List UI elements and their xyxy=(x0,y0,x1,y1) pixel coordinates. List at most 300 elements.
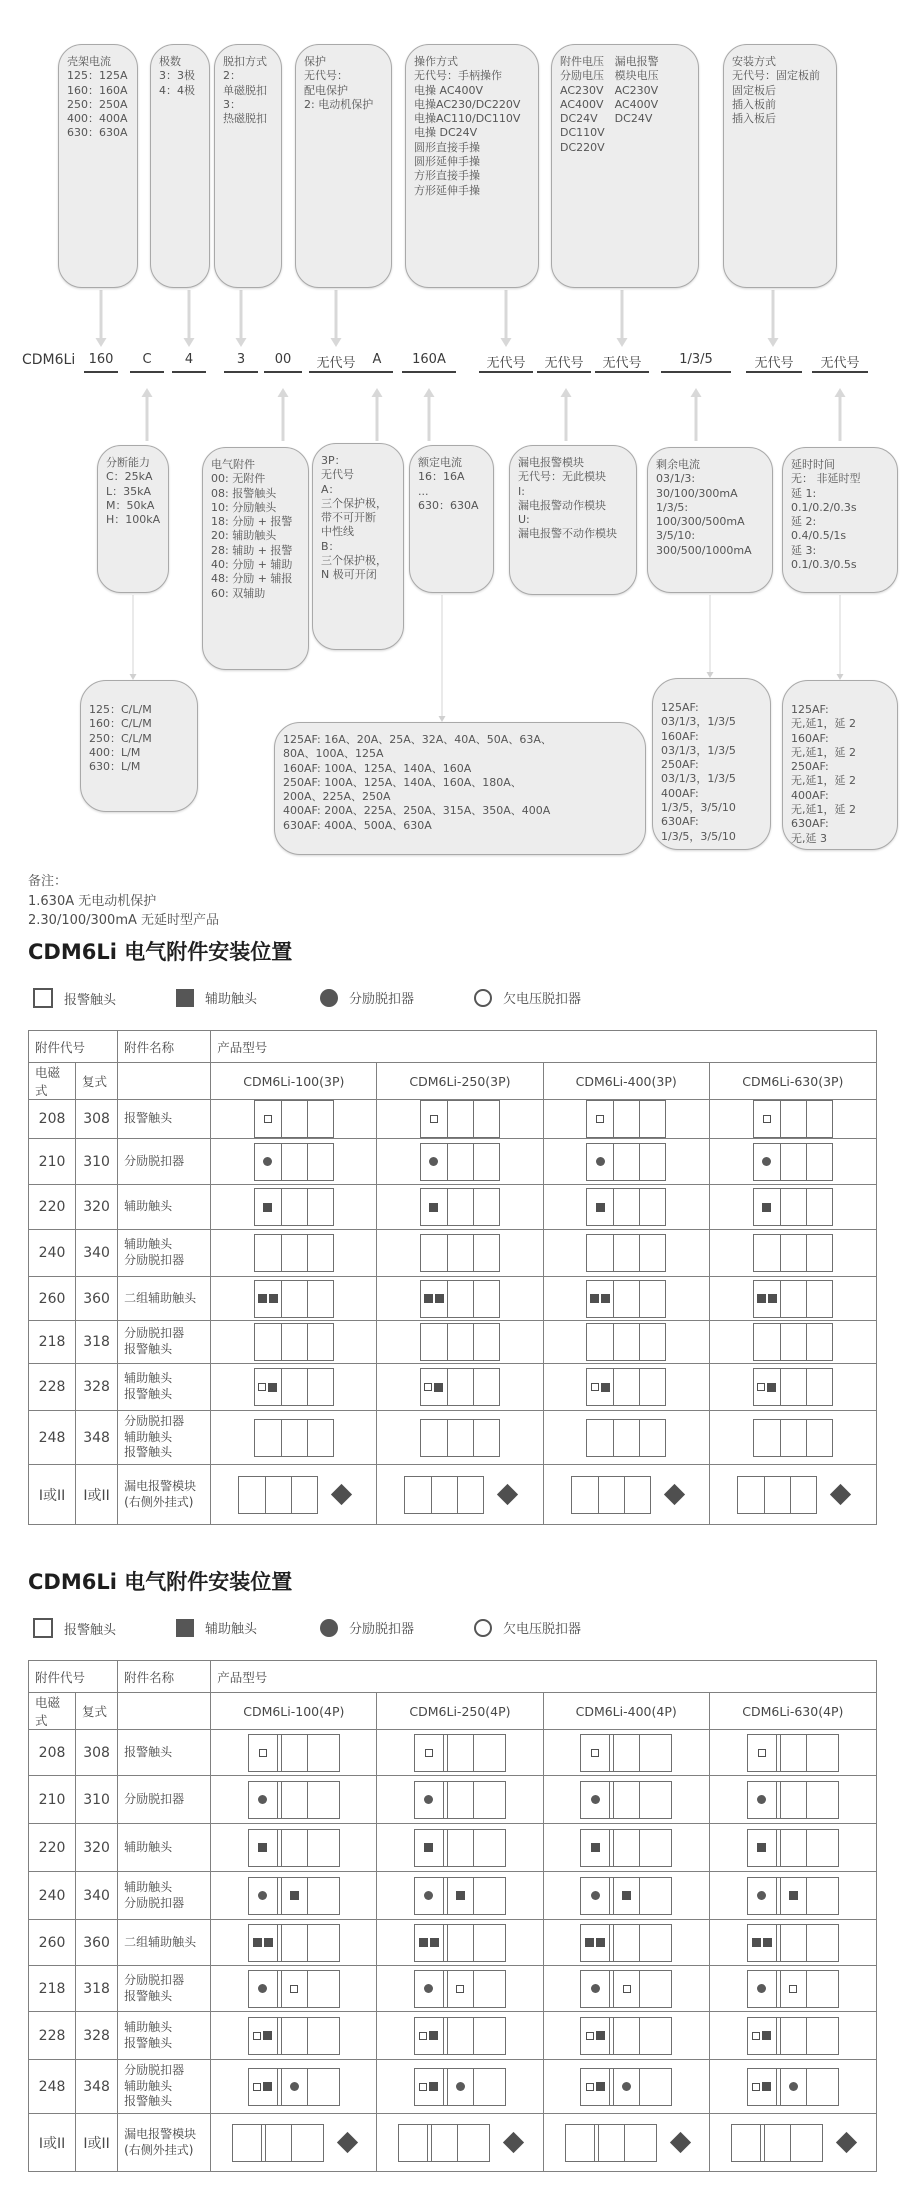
position-cell-content xyxy=(548,1877,705,1915)
position-slot xyxy=(308,1782,339,1818)
position-slot xyxy=(255,1281,282,1317)
position-slot xyxy=(732,2125,761,2161)
callout-line: 160：C/L/M xyxy=(89,717,152,731)
cell-code-compound: 320 xyxy=(76,1824,118,1872)
cell-accessory-name xyxy=(118,2060,211,2114)
position-slot xyxy=(282,1324,308,1360)
cell-position xyxy=(709,2012,876,2060)
position-slot xyxy=(249,2069,278,2105)
cell-position xyxy=(709,2114,876,2172)
cell-code-compound: 318 xyxy=(76,1966,118,2012)
position-slot xyxy=(474,1925,505,1961)
position-box xyxy=(414,2068,506,2106)
callout-line: 电操 DC24V xyxy=(414,126,478,140)
header-accessory-code: 附件代号 xyxy=(29,1661,118,1693)
position-box xyxy=(414,2017,506,2055)
callout-line: 125AF: xyxy=(661,701,699,714)
position-slot xyxy=(308,1235,333,1271)
callout-line: 08: 报警触头 xyxy=(211,486,277,500)
callout-line: C：25kA xyxy=(106,470,153,484)
callout-line: 250AF: xyxy=(661,758,699,772)
callout-line: H：100kA xyxy=(106,513,161,527)
header-compound: 复式 xyxy=(76,1693,118,1730)
header-name-blank xyxy=(118,1693,211,1730)
callout-protection xyxy=(295,44,392,288)
position-cell-content xyxy=(215,2068,372,2106)
callout-line: 剩余电流 xyxy=(656,458,700,471)
position-slot xyxy=(448,2069,474,2105)
cell-code-compound: I或II xyxy=(76,2114,118,2172)
position-slot xyxy=(807,1830,838,1866)
position-box xyxy=(753,1419,833,1457)
position-slot xyxy=(807,1369,832,1405)
position-box xyxy=(254,1419,334,1457)
shunt-release-icon xyxy=(591,1984,600,1993)
position-slot xyxy=(614,2069,640,2105)
position-cell-content xyxy=(714,1234,872,1272)
callout-line: U: xyxy=(518,513,530,527)
position-slot xyxy=(474,1420,499,1456)
position-cell-content xyxy=(381,2124,538,2162)
cell-code-magnetic: 228 xyxy=(29,1364,76,1411)
cell-position xyxy=(211,1321,377,1364)
position-box xyxy=(254,1323,334,1361)
position-slot xyxy=(807,2018,838,2054)
note-line: 2.30/100/300mA 无延时型产品 xyxy=(28,913,220,928)
callout-line: DC110V xyxy=(560,126,605,140)
position-slot xyxy=(640,2069,671,2105)
callout-line: DC220V xyxy=(560,140,605,154)
position-box xyxy=(420,1143,500,1181)
position-slot xyxy=(566,2125,595,2161)
cell-position xyxy=(543,1730,709,1776)
alarm-contact-icon xyxy=(623,1985,631,1993)
position-slot xyxy=(421,1101,448,1137)
position-slot xyxy=(474,1878,505,1914)
position-slot xyxy=(581,2018,610,2054)
callout-line: 无,延1，延 2 xyxy=(791,774,856,788)
position-slot xyxy=(640,1830,671,1866)
callout-line: 漏电报警 xyxy=(614,55,659,68)
auxiliary-contact-icon xyxy=(762,2082,771,2091)
position-slot xyxy=(308,2018,339,2054)
cell-accessory-name xyxy=(118,1920,211,1966)
shunt-release-icon xyxy=(429,1157,438,1166)
position-slot xyxy=(640,1101,665,1137)
legend-item xyxy=(33,1618,116,1638)
position-slot xyxy=(587,1189,614,1225)
alarm-contact-icon xyxy=(586,2032,594,2040)
cell-position xyxy=(543,1465,709,1525)
position-slot xyxy=(781,1830,807,1866)
callout-line: 固定板后 xyxy=(732,83,776,97)
cell-position xyxy=(211,1966,377,2012)
position-box xyxy=(586,1188,666,1226)
position-cell-content xyxy=(215,1781,372,1819)
model-segment: 无代号 xyxy=(595,352,649,373)
cell-position xyxy=(543,1277,709,1321)
position-slot xyxy=(754,1144,781,1180)
position-slot xyxy=(421,1235,448,1271)
table-subheader-row xyxy=(29,1693,877,1730)
callout-line: 无代号 xyxy=(321,468,354,482)
auxiliary-contact-icon xyxy=(762,1203,771,1212)
position-slot xyxy=(791,2125,822,2161)
position-cell-content xyxy=(215,1877,372,1915)
position-slot xyxy=(754,1281,781,1317)
cell-position xyxy=(543,1411,709,1465)
shunt-release-icon xyxy=(757,1795,766,1804)
accessory-name-line: 报警触头 xyxy=(124,1744,173,1759)
auxiliary-contact-icon xyxy=(253,1938,262,1947)
position-slot xyxy=(249,2018,278,2054)
cell-position xyxy=(211,1730,377,1776)
model-segment: 1/3/5 xyxy=(661,352,731,373)
cell-code-compound: 320 xyxy=(76,1185,118,1230)
auxiliary-contact-icon xyxy=(768,1294,777,1303)
position-slot xyxy=(282,2018,308,2054)
position-slot xyxy=(599,2125,625,2161)
cell-code-magnetic: 228 xyxy=(29,2012,76,2060)
callout-line: 分励电压 xyxy=(560,69,604,83)
position-slot xyxy=(405,1477,432,1513)
position-slot xyxy=(448,1324,474,1360)
position-slot xyxy=(308,1369,333,1405)
position-cell-content xyxy=(381,1188,538,1226)
position-slot xyxy=(640,1971,671,2007)
callout-line: 保护 xyxy=(304,55,326,68)
cell-position xyxy=(709,1776,876,1824)
cell-position xyxy=(377,1872,543,1920)
header-accessory-name: 附件名称 xyxy=(118,1031,211,1063)
legend-item xyxy=(474,1618,581,1637)
cell-position xyxy=(709,1100,876,1139)
position-cell-content xyxy=(714,1323,872,1361)
auxiliary-contact-icon xyxy=(263,2031,272,2040)
position-slot xyxy=(748,1971,777,2007)
table-row xyxy=(29,1824,877,1872)
cell-code-compound: 310 xyxy=(76,1139,118,1185)
callout-line: 延 2: xyxy=(791,515,817,529)
position-slot xyxy=(581,1971,610,2007)
alarm-contact-icon xyxy=(33,988,53,1008)
alarm-contact-icon xyxy=(763,1115,771,1123)
auxiliary-contact-icon xyxy=(429,2082,438,2091)
position-slot xyxy=(448,1369,474,1405)
cell-position xyxy=(709,2060,876,2114)
table-row xyxy=(29,1185,877,1230)
shunt-release-icon xyxy=(591,1891,600,1900)
position-slot xyxy=(581,2069,610,2105)
callout-line: 400AF: 200A、225A、250A、315A、350A、400A xyxy=(283,804,551,818)
callout-line: L：35kA xyxy=(106,484,152,498)
callout-line: 03/1/3: xyxy=(656,472,696,486)
callout-line: 带不可开断 xyxy=(321,511,376,525)
position-slot xyxy=(781,1235,807,1271)
position-slot xyxy=(249,1971,278,2007)
position-slot xyxy=(587,1420,614,1456)
model-segment: 无代号 xyxy=(537,352,591,373)
position-slot xyxy=(587,1101,614,1137)
cell-position xyxy=(377,1411,543,1465)
position-slot xyxy=(474,1735,505,1771)
note-line: 备注： xyxy=(28,874,68,889)
callout-line: 4：4极 xyxy=(159,83,195,97)
cell-code-magnetic: 248 xyxy=(29,1411,76,1465)
auxiliary-contact-icon xyxy=(591,1843,600,1852)
position-box xyxy=(753,1188,833,1226)
accessory-position-table-3p xyxy=(28,1030,877,1525)
position-slot xyxy=(614,1830,640,1866)
cell-position xyxy=(709,1230,876,1277)
position-slot xyxy=(239,1477,266,1513)
position-slot xyxy=(807,1925,838,1961)
callout-line: 插入板后 xyxy=(732,112,776,126)
cell-position xyxy=(211,2060,377,2114)
position-slot xyxy=(282,1830,308,1866)
callout-line: 延 1: xyxy=(791,486,817,500)
alarm-contact-icon xyxy=(33,1618,53,1638)
model-prefix: CDM6Li xyxy=(22,352,76,368)
accessory-name-line: 分励脱扣器 xyxy=(124,1791,185,1806)
auxiliary-contact-icon xyxy=(596,2082,605,2091)
position-slot xyxy=(421,1189,448,1225)
table-row xyxy=(29,1230,877,1277)
cell-position xyxy=(377,1730,543,1776)
position-cell-content xyxy=(381,1970,538,2008)
callout-line: 03/1/3，1/3/5 xyxy=(661,772,736,786)
cell-accessory-name xyxy=(118,1321,211,1364)
callout-line: 03/1/3，1/3/5 xyxy=(661,715,736,729)
callout-line: 28: 辅助 + 报警 xyxy=(211,543,293,557)
cell-accessory-name xyxy=(118,1776,211,1824)
cell-position xyxy=(709,1824,876,1872)
cell-position xyxy=(709,1139,876,1185)
position-slot xyxy=(415,2018,444,2054)
position-box xyxy=(414,1734,506,1772)
alarm-contact-icon xyxy=(253,2032,261,2040)
position-cell-content xyxy=(548,1234,705,1272)
position-cell-content xyxy=(215,1829,372,1867)
position-slot xyxy=(587,1281,614,1317)
position-cell-content xyxy=(381,2068,538,2106)
position-box xyxy=(248,2017,340,2055)
position-slot xyxy=(415,1735,444,1771)
alarm-contact-icon xyxy=(752,2032,760,2040)
section-title: CDM6Li 电气附件安装位置 xyxy=(28,940,293,964)
header-product-column: CDM6Li-630(4P) xyxy=(709,1693,876,1730)
cell-position xyxy=(543,1966,709,2012)
cell-accessory-name xyxy=(118,1230,211,1277)
leakage-module-diamond-icon xyxy=(497,1484,518,1505)
alarm-contact-icon xyxy=(586,2083,594,2091)
cell-position xyxy=(377,1364,543,1411)
table-row xyxy=(29,1411,877,1465)
cell-position xyxy=(709,1465,876,1525)
position-box xyxy=(248,1877,340,1915)
callout-line: 3： xyxy=(223,97,241,111)
accessory-name-line: 分励脱扣器 xyxy=(124,1153,185,1168)
callout-line: 无代号：固定板前 xyxy=(732,69,820,83)
position-slot xyxy=(807,1235,832,1271)
position-slot xyxy=(415,1878,444,1914)
position-box xyxy=(586,1100,666,1138)
callout-line: 250AF: xyxy=(791,760,829,774)
callout-line: 630：630A xyxy=(67,126,128,140)
position-slot xyxy=(754,1101,781,1137)
callout-line: 2： xyxy=(223,69,241,83)
auxiliary-contact-icon xyxy=(596,1938,605,1947)
callout-mounting xyxy=(723,44,837,288)
cell-position xyxy=(709,1872,876,1920)
auxiliary-contact-icon xyxy=(596,1203,605,1212)
model-segment: 4 xyxy=(172,352,206,373)
position-box xyxy=(420,1188,500,1226)
header-product-column: CDM6Li-630(3P) xyxy=(709,1063,876,1100)
position-slot xyxy=(282,1369,308,1405)
position-slot xyxy=(781,2018,807,2054)
callout-line: 电气附件 xyxy=(211,458,255,471)
header-product-column: CDM6Li-400(3P) xyxy=(543,1063,709,1100)
position-slot xyxy=(249,1782,278,1818)
callout-line: 分断能力 xyxy=(106,456,150,469)
cell-position xyxy=(211,1277,377,1321)
callout-residual-current xyxy=(647,447,773,593)
callout-line: 250AF: 100A、125A、140A、160A、180A、 xyxy=(283,775,522,789)
shunt-release-icon xyxy=(290,2082,299,2091)
callout-line: 无： 非延时型 xyxy=(791,472,861,486)
cell-position xyxy=(211,1824,377,1872)
cell-position xyxy=(211,1465,377,1525)
position-slot xyxy=(781,1189,807,1225)
model-segment: C xyxy=(130,352,164,373)
cell-position xyxy=(377,1139,543,1185)
callout-line: 160AF: xyxy=(661,729,699,743)
accessory-name-line: 分励脱扣器 xyxy=(124,2063,185,2078)
position-box xyxy=(580,1781,672,1819)
position-cell-content xyxy=(714,1100,872,1138)
callout-line: 电操AC110/DC110V xyxy=(414,112,521,126)
position-slot xyxy=(748,2018,777,2054)
cell-accessory-name xyxy=(118,2012,211,2060)
position-slot xyxy=(255,1101,282,1137)
auxiliary-contact-icon xyxy=(434,1383,443,1392)
table-row xyxy=(29,2012,877,2060)
position-slot xyxy=(748,2069,777,2105)
cell-accessory-name xyxy=(118,1364,211,1411)
accessory-name-line: 报警触头 xyxy=(124,1342,173,1356)
position-slot xyxy=(587,1144,614,1180)
callout-line: 10: 分励触头 xyxy=(211,500,277,514)
legend-item xyxy=(320,1618,414,1637)
callout-line: AC230V xyxy=(560,83,604,97)
cell-code-magnetic: 260 xyxy=(29,1920,76,1966)
position-box xyxy=(747,1924,839,1962)
cell-code-compound: 308 xyxy=(76,1730,118,1776)
cell-position xyxy=(211,1139,377,1185)
cell-accessory-name xyxy=(118,1465,211,1525)
callout-line: 250：C/L/M xyxy=(89,731,152,745)
table-row xyxy=(29,1730,877,1776)
position-cell-content xyxy=(714,1188,872,1226)
position-slot xyxy=(748,1830,777,1866)
auxiliary-contact-icon xyxy=(763,1938,772,1947)
accessory-name-line: 分励脱扣器 xyxy=(124,1253,185,1267)
header-product-column: CDM6Li-250(3P) xyxy=(377,1063,543,1100)
position-slot xyxy=(614,1101,640,1137)
callout-line: A： xyxy=(321,482,340,496)
position-slot xyxy=(448,1101,474,1137)
callout-line: 160AF: xyxy=(791,731,829,745)
callout-line: 100/300/500mA xyxy=(656,515,745,529)
position-slot xyxy=(432,2125,458,2161)
cell-position xyxy=(543,1872,709,1920)
position-slot xyxy=(448,1235,474,1271)
legend-label: 报警触头 xyxy=(64,992,117,1008)
position-slot xyxy=(249,1735,278,1771)
auxiliary-contact-icon xyxy=(622,1891,631,1900)
position-slot xyxy=(474,1369,499,1405)
position-box xyxy=(565,2124,657,2162)
auxiliary-contact-icon xyxy=(269,1294,278,1303)
callout-pole-3p xyxy=(312,443,404,650)
accessory-name-line: 辅助触头 xyxy=(124,1839,173,1854)
leakage-module-diamond-icon xyxy=(331,1484,352,1505)
position-slot xyxy=(748,1782,777,1818)
position-cell-content xyxy=(548,2124,705,2162)
position-cell-content xyxy=(215,1734,372,1772)
position-box xyxy=(420,1323,500,1361)
position-slot xyxy=(474,1782,505,1818)
position-box xyxy=(248,1781,340,1819)
position-slot xyxy=(781,1878,807,1914)
cell-code-compound: I或II xyxy=(76,1465,118,1525)
position-slot xyxy=(308,1101,333,1137)
position-cell-content xyxy=(548,1280,705,1318)
alarm-contact-icon xyxy=(264,1115,272,1123)
callout-line: 漏电报警动作模块 xyxy=(518,498,606,512)
callout-line: 三个保护极， xyxy=(321,554,387,568)
position-slot xyxy=(308,1971,339,2007)
cell-position xyxy=(709,1411,876,1465)
shunt-release-icon xyxy=(622,2082,631,2091)
position-cell-content xyxy=(714,1476,872,1514)
position-slot xyxy=(308,1735,339,1771)
position-slot xyxy=(448,1420,474,1456)
cell-code-compound: 310 xyxy=(76,1776,118,1824)
cell-position xyxy=(543,1230,709,1277)
position-slot xyxy=(614,1420,640,1456)
position-box xyxy=(254,1188,334,1226)
table-row xyxy=(29,1139,877,1185)
cell-position xyxy=(211,1411,377,1465)
position-box xyxy=(580,1829,672,1867)
position-cell-content xyxy=(381,1280,538,1318)
alarm-contact-icon xyxy=(591,1749,599,1757)
callout-line: 方形延伸手操 xyxy=(414,183,480,197)
cell-position xyxy=(709,1321,876,1364)
cell-code-magnetic: 240 xyxy=(29,1230,76,1277)
position-slot xyxy=(282,1735,308,1771)
model-segment: 无代号 xyxy=(479,352,533,373)
position-slot xyxy=(282,1144,308,1180)
table-row xyxy=(29,1321,877,1364)
callout-rated-current xyxy=(409,445,494,593)
cell-position xyxy=(709,1920,876,1966)
table-row xyxy=(29,2114,877,2172)
auxiliary-contact-icon xyxy=(424,1843,433,1852)
position-slot xyxy=(282,1235,308,1271)
